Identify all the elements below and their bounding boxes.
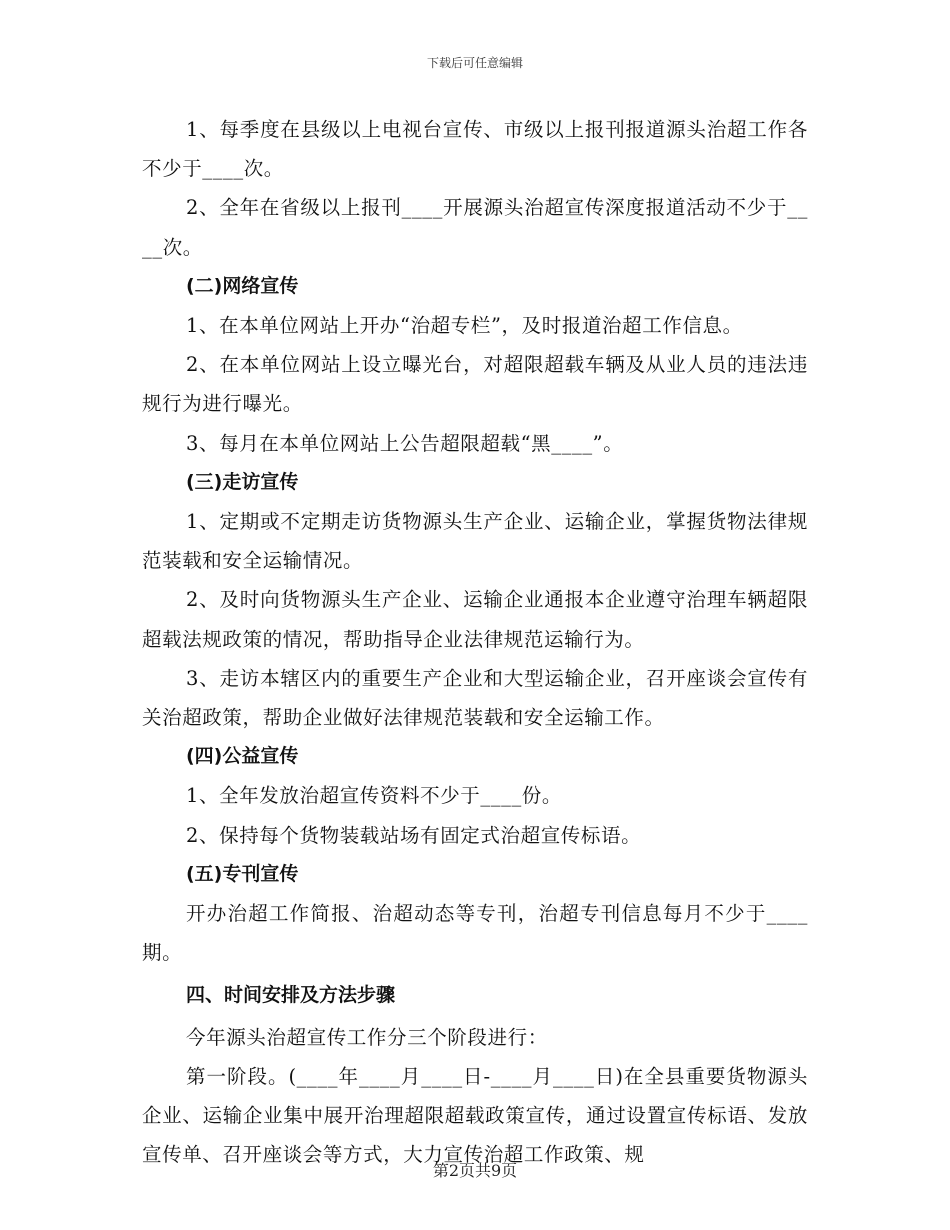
paragraph: 3、走访本辖区内的重要生产企业和大型运输企业，召开座谈会宣传有关治超政策，帮助企业做好法律规范装载和安全运输工作。 xyxy=(142,666,808,730)
page-header-note: 下载后可任意编辑 xyxy=(426,56,523,70)
paragraph: 1、在本单位网站上开办“治超专栏”，及时报道治超工作信息。 xyxy=(186,314,743,338)
paragraph: 3、每月在本单位网站上公告超限超载“黑____”。 xyxy=(186,431,624,455)
paragraph: 2、保持每个货物装载站场有固定式治超宣传标语。 xyxy=(186,823,642,847)
section-heading: (四)公益宣传 xyxy=(186,745,299,768)
paragraph: 第一阶段。(____年____月____日-____月____日)在全县重要货物源头企业、运输企业集中展开治理超限超载政策宣传，通过设置宣传标语、发放宣传单、召开座谈会等方式，大力宣传治超工作政策、规 xyxy=(142,1064,808,1167)
page-number: 第2页共9页 xyxy=(432,1161,518,1180)
paragraph: 2、全年在省级以上报刊____开展源头治超宣传深度报道活动不少于____次。 xyxy=(142,196,808,259)
paragraph: 开办治超工作简报、治超动态等专刊，治超专刊信息每月不少于____期。 xyxy=(142,902,808,965)
paragraph: 2、及时向货物源头生产企业、运输企业通报本企业遵守治理车辆超限超载法规政策的情况，帮助指导企业法律规范运输行为。 xyxy=(142,588,808,651)
document-body xyxy=(142,110,808,1174)
paragraph: 1、定期或不定期走访货物源头生产企业、运输企业，掌握货物法律规范装载和安全运输情况。 xyxy=(142,510,808,573)
chapter-heading: 四、时间安排及方法步骤 xyxy=(186,984,396,1007)
section-heading: (五)专刊宣传 xyxy=(186,862,299,885)
section-heading: (二)网络宣传 xyxy=(186,274,299,297)
paragraph: 今年源头治超宣传工作分三个阶段进行： xyxy=(186,1025,548,1049)
paragraph: 2、在本单位网站上设立曝光台，对超限超载车辆及从业人员的违法违规行为进行曝光。 xyxy=(142,353,808,416)
paragraph: 1、全年发放治超宣传资料不少于____份。 xyxy=(186,784,563,808)
paragraph: 1、每季度在县级以上电视台宣传、市级以上报刊报道源头治超工作各不少于____次。 xyxy=(142,118,808,181)
section-heading: (三)走访宣传 xyxy=(186,470,299,493)
